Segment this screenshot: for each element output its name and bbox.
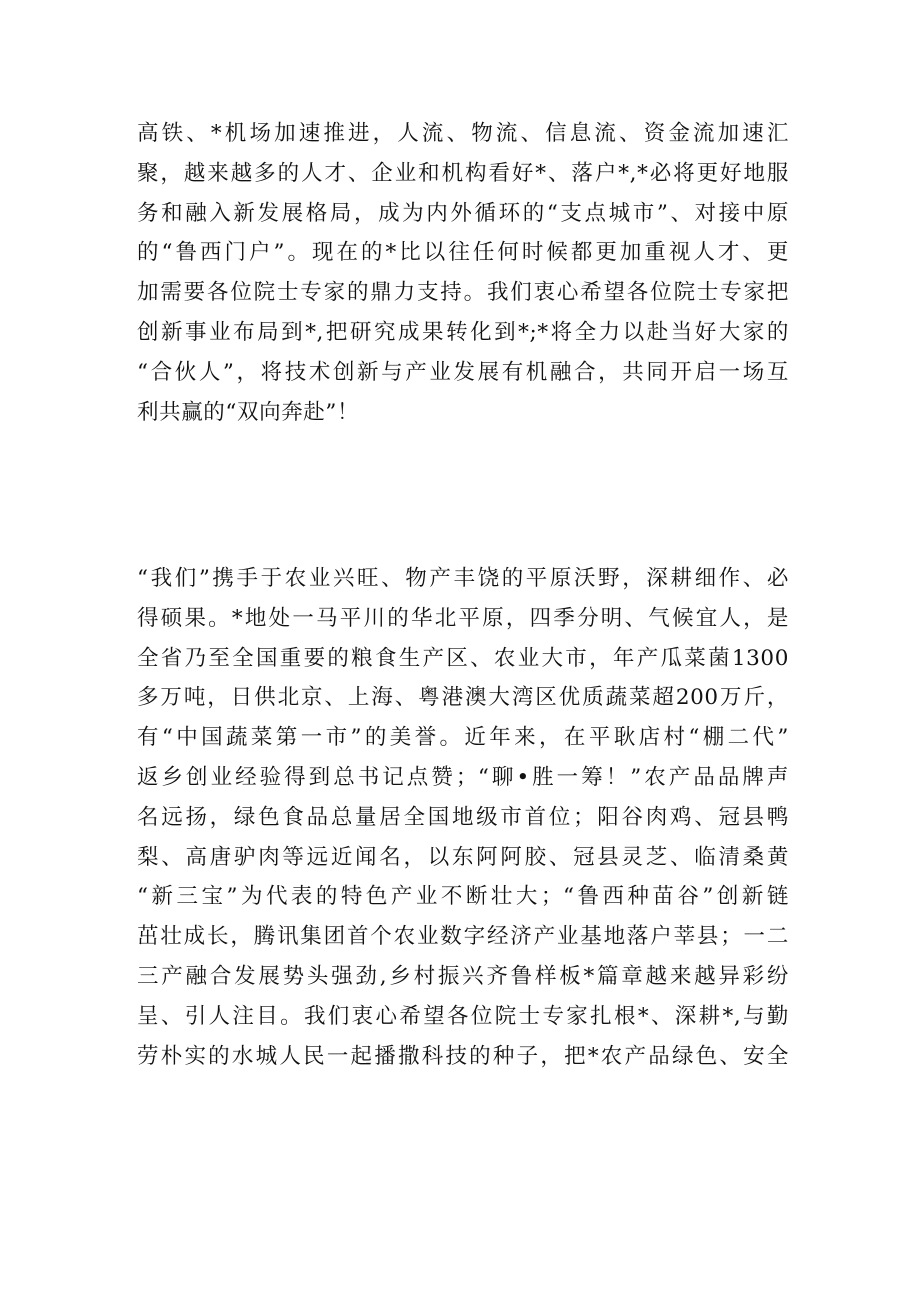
paragraph-agriculture xyxy=(137,559,789,1076)
text-line: 梨、高唐驴肉等远近闻名，以东阿阿胶、冠县灵芝、临清桑黄 xyxy=(137,844,789,870)
text-line: 茁壮成长，腾讯集团首个农业数字经济产业基地落户莘县；一二 xyxy=(137,924,789,950)
text-line: “我们”携手于农业兴旺、物产丰饶的平原沃野，深耕细作、必 xyxy=(137,566,789,591)
text-line: 有“中国蔬菜第一市”的美誉。近年来，在平耿店村“棚二代” xyxy=(137,725,789,751)
text-line: 的“鲁西门户”。现在的*比以往任何时候都更加重视人才、更 xyxy=(137,240,789,266)
text-line: 加需要各位院士专家的鼎力支持。我们衷心希望各位院士专家把 xyxy=(137,280,789,306)
text-line: 劳朴实的水城人民一起播撒科技的种子，把*农产品绿色、安全 xyxy=(137,1043,789,1069)
text-line: “新三宝”为代表的特色产业不断壮大；“鲁西种苗谷”创新链 xyxy=(137,884,789,910)
text-line: 呈、引人注目。我们衷心希望各位院士专家扎根*、深耕*,与勤 xyxy=(137,1003,789,1029)
text-line: 全省乃至全国重要的粮食生产区、农业大市，年产瓜菜菌1300 xyxy=(137,645,789,671)
text-line: 多万吨，日供北京、上海、粤港澳大湾区优质蔬菜超200万斤， xyxy=(137,685,789,711)
text-line: 返乡创业经验得到总书记点赞；“聊•胜一筹！”农产品品牌声 xyxy=(137,764,789,790)
paragraph-talent xyxy=(137,114,789,432)
text-line: 务和融入新发展格局，成为内外循环的“支点城市”、对接中原 xyxy=(137,200,789,226)
text-line: “合伙人”，将技术创新与产业发展有机融合，共同开启一场互 xyxy=(137,359,789,385)
text-line: 得硕果。*地处一马平川的华北平原，四季分明、气候宜人，是 xyxy=(137,605,789,631)
text-line: 聚，越来越多的人才、企业和机构看好*、落户*,*必将更好地服 xyxy=(137,160,789,186)
text-line: 高铁、*机场加速推进，人流、物流、信息流、资金流加速汇 xyxy=(137,121,789,146)
text-line: 名远扬，绿色食品总量居全国地级市首位；阳谷肉鸡、冠县鸭 xyxy=(137,804,789,830)
text-line: 利共赢的“双向奔赴”！ xyxy=(137,399,360,425)
text-line: 创新事业布局到*,把研究成果转化到*;*将全力以赴当好大家的 xyxy=(137,319,789,345)
text-line: 三产融合发展势头强劲,乡村振兴齐鲁样板*篇章越来越异彩纷 xyxy=(137,963,789,989)
